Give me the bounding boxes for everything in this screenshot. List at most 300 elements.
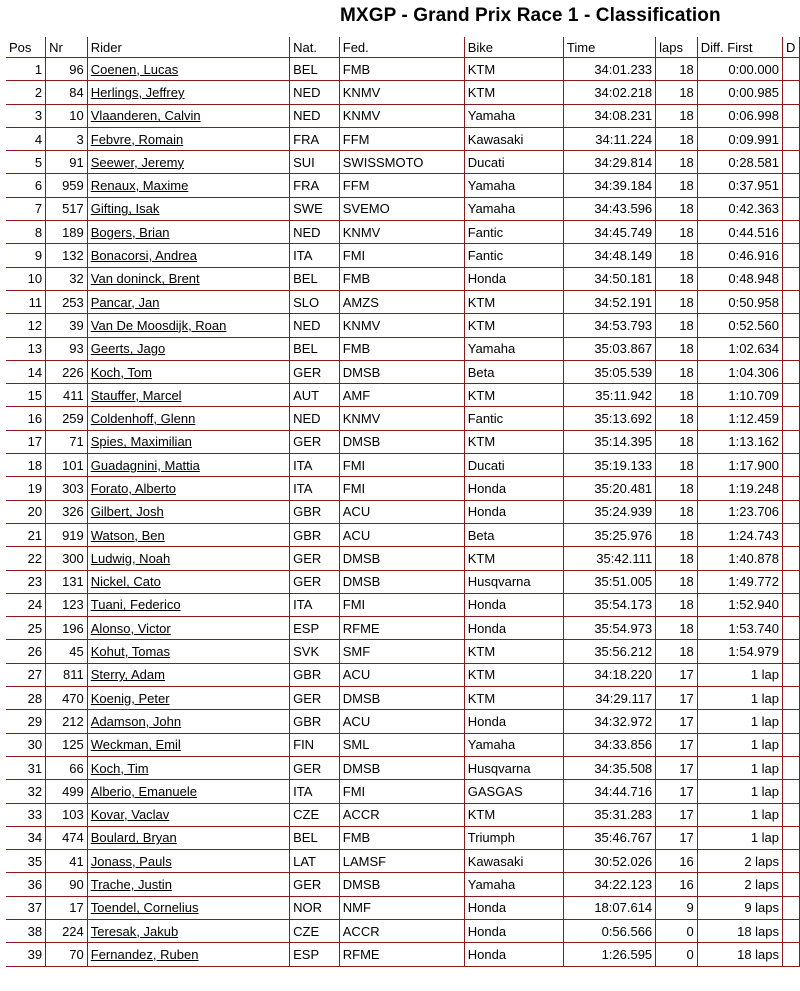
cell-diff-first: 1:54.979	[697, 640, 782, 663]
cell-bike: Ducati	[464, 151, 563, 174]
rider-link[interactable]: Herlings, Jeffrey	[90, 84, 185, 100]
page-title: MXGP - Grand Prix Race 1 - Classification	[340, 5, 721, 26]
cell-fed: KNMV	[339, 104, 464, 127]
cell-time: 35:13.692	[563, 407, 655, 430]
cell-pos: 23	[6, 570, 46, 593]
cell-nr: 10	[46, 104, 88, 127]
cell-fed: DMSB	[339, 360, 464, 383]
cell-extra	[783, 640, 800, 663]
cell-time: 35:51.005	[563, 570, 655, 593]
cell-fed: SMF	[339, 640, 464, 663]
cell-fed: ACU	[339, 500, 464, 523]
cell-bike: Husqvarna	[464, 756, 563, 779]
cell-bike: KTM	[464, 803, 563, 826]
cell-fed: LAMSF	[339, 850, 464, 873]
cell-nr: 131	[46, 570, 88, 593]
cell-bike: Yamaha	[464, 337, 563, 360]
cell-rider	[87, 523, 289, 546]
cell-rider	[87, 337, 289, 360]
header-nr: Nr	[46, 37, 88, 58]
cell-nat: BEL	[290, 826, 340, 849]
cell-extra	[783, 151, 800, 174]
cell-nat: ITA	[290, 477, 340, 500]
cell-bike: Triumph	[464, 826, 563, 849]
rider-link[interactable]: Gifting, Isak	[90, 201, 160, 217]
cell-time: 35:05.539	[563, 360, 655, 383]
cell-bike: KTM	[464, 314, 563, 337]
cell-extra	[783, 780, 800, 803]
cell-diff-first: 1:53.740	[697, 617, 782, 640]
cell-extra	[783, 570, 800, 593]
cell-nr: 196	[46, 617, 88, 640]
header-fed: Fed.	[339, 37, 464, 58]
cell-laps: 18	[656, 407, 698, 430]
rider-link[interactable]: Koenig, Peter	[90, 690, 170, 706]
cell-extra	[783, 873, 800, 896]
rider-link[interactable]: Febvre, Romain	[90, 131, 184, 147]
cell-extra	[783, 687, 800, 710]
cell-nat: ITA	[290, 593, 340, 616]
cell-fed: ACU	[339, 710, 464, 733]
table-row	[6, 943, 800, 966]
cell-fed: SWISSMOTO	[339, 151, 464, 174]
cell-laps: 18	[656, 500, 698, 523]
table-row	[6, 104, 800, 127]
cell-bike: Yamaha	[464, 733, 563, 756]
cell-fed: KNMV	[339, 407, 464, 430]
cell-rider	[87, 221, 289, 244]
rider-link[interactable]: Guadagnini, Mattia	[90, 457, 200, 473]
header-bike: Bike	[464, 37, 563, 58]
cell-nr: 66	[46, 756, 88, 779]
cell-laps: 18	[656, 81, 698, 104]
table-row	[6, 197, 800, 220]
cell-bike: Husqvarna	[464, 570, 563, 593]
cell-bike: KTM	[464, 384, 563, 407]
cell-rider	[87, 826, 289, 849]
rider-link[interactable]: Boulard, Bryan	[90, 830, 177, 846]
rider-link[interactable]: Watson, Ben	[90, 527, 165, 543]
rider-link[interactable]: Coldenhoff, Glenn	[90, 411, 196, 427]
cell-nat: NED	[290, 104, 340, 127]
cell-laps: 18	[656, 58, 698, 81]
cell-rider	[87, 850, 289, 873]
cell-laps: 18	[656, 104, 698, 127]
cell-nr: 411	[46, 384, 88, 407]
cell-laps: 16	[656, 873, 698, 896]
rider-link[interactable]: Koch, Tom	[90, 364, 152, 380]
cell-extra	[783, 314, 800, 337]
cell-diff-first: 1 lap	[697, 826, 782, 849]
cell-time: 35:56.212	[563, 640, 655, 663]
cell-rider	[87, 454, 289, 477]
cell-diff-first: 0:42.363	[697, 197, 782, 220]
cell-nat: NED	[290, 407, 340, 430]
cell-nr: 259	[46, 407, 88, 430]
cell-pos: 13	[6, 337, 46, 360]
cell-extra	[783, 500, 800, 523]
cell-diff-first: 1:10.709	[697, 384, 782, 407]
cell-nr: 224	[46, 919, 88, 942]
cell-extra	[783, 710, 800, 733]
rider-link[interactable]: Kohut, Tomas	[90, 644, 171, 660]
table-row	[6, 407, 800, 430]
cell-nr: 96	[46, 58, 88, 81]
cell-pos: 3	[6, 104, 46, 127]
cell-pos: 4	[6, 127, 46, 150]
rider-link[interactable]: Tuani, Federico	[90, 597, 181, 613]
cell-extra	[783, 617, 800, 640]
cell-time: 34:45.749	[563, 221, 655, 244]
cell-time: 34:52.191	[563, 290, 655, 313]
cell-nr: 90	[46, 873, 88, 896]
cell-bike: Kawasaki	[464, 127, 563, 150]
rider-link[interactable]: Koch, Tim	[90, 760, 149, 776]
rider-link[interactable]: Ludwig, Noah	[90, 550, 171, 566]
cell-nr: 517	[46, 197, 88, 220]
table-row	[6, 710, 800, 733]
table-row	[6, 127, 800, 150]
cell-pos: 25	[6, 617, 46, 640]
cell-time: 30:52.026	[563, 850, 655, 873]
cell-diff-first: 2 laps	[697, 850, 782, 873]
cell-extra	[783, 477, 800, 500]
cell-nat: ITA	[290, 454, 340, 477]
cell-bike: Honda	[464, 710, 563, 733]
cell-extra	[783, 850, 800, 873]
cell-diff-first: 0:00.985	[697, 81, 782, 104]
cell-fed: KNMV	[339, 314, 464, 337]
cell-extra	[783, 430, 800, 453]
cell-bike: KTM	[464, 663, 563, 686]
cell-laps: 17	[656, 756, 698, 779]
cell-diff-first: 1:40.878	[697, 547, 782, 570]
cell-nat: FIN	[290, 733, 340, 756]
cell-pos: 27	[6, 663, 46, 686]
cell-nat: GER	[290, 570, 340, 593]
table-row	[6, 244, 800, 267]
cell-nr: 84	[46, 81, 88, 104]
cell-nat: ITA	[290, 780, 340, 803]
cell-fed: ACU	[339, 663, 464, 686]
rider-link[interactable]: Bonacorsi, Andrea	[90, 248, 197, 264]
cell-pos: 6	[6, 174, 46, 197]
cell-nr: 17	[46, 896, 88, 919]
cell-pos: 36	[6, 873, 46, 896]
cell-fed: FMB	[339, 826, 464, 849]
table-row	[6, 58, 800, 81]
cell-extra	[783, 360, 800, 383]
cell-nr: 811	[46, 663, 88, 686]
table-row	[6, 593, 800, 616]
table-row	[6, 174, 800, 197]
cell-laps: 17	[656, 733, 698, 756]
cell-nat: NED	[290, 81, 340, 104]
cell-nr: 212	[46, 710, 88, 733]
cell-extra	[783, 523, 800, 546]
cell-nat: BEL	[290, 58, 340, 81]
cell-time: 1:26.595	[563, 943, 655, 966]
cell-laps: 17	[656, 803, 698, 826]
cell-bike: Honda	[464, 267, 563, 290]
cell-rider	[87, 803, 289, 826]
table-header-row	[6, 37, 800, 58]
cell-nr: 226	[46, 360, 88, 383]
rider-link[interactable]: Sterry, Adam	[90, 667, 165, 683]
cell-diff-first: 0:48.948	[697, 267, 782, 290]
cell-nat: GBR	[290, 523, 340, 546]
cell-diff-first: 18 laps	[697, 943, 782, 966]
rider-link[interactable]: Seewer, Jeremy	[90, 154, 184, 170]
cell-rider	[87, 756, 289, 779]
cell-nr: 41	[46, 850, 88, 873]
table-row	[6, 617, 800, 640]
cell-bike: Honda	[464, 477, 563, 500]
cell-bike: Beta	[464, 360, 563, 383]
cell-rider	[87, 710, 289, 733]
cell-time: 18:07.614	[563, 896, 655, 919]
cell-rider	[87, 244, 289, 267]
cell-time: 35:46.767	[563, 826, 655, 849]
cell-bike: GASGAS	[464, 780, 563, 803]
cell-nr: 919	[46, 523, 88, 546]
rider-link[interactable]: Alonso, Victor	[90, 620, 171, 636]
cell-time: 0:56.566	[563, 919, 655, 942]
cell-time: 34:01.233	[563, 58, 655, 81]
cell-time: 34:39.184	[563, 174, 655, 197]
cell-time: 34:48.149	[563, 244, 655, 267]
rider-link[interactable]: Spies, Maximilian	[90, 434, 192, 450]
cell-laps: 18	[656, 197, 698, 220]
cell-laps: 18	[656, 430, 698, 453]
cell-fed: SML	[339, 733, 464, 756]
header-diff-first: Diff. First	[697, 37, 782, 58]
classification-table	[6, 37, 800, 967]
cell-diff-first: 1 lap	[697, 663, 782, 686]
rider-link[interactable]: Bogers, Brian	[90, 224, 170, 240]
cell-rider	[87, 407, 289, 430]
cell-nat: GER	[290, 873, 340, 896]
cell-rider	[87, 58, 289, 81]
cell-nat: SLO	[290, 290, 340, 313]
rider-link[interactable]: Adamson, John	[90, 713, 182, 729]
cell-diff-first: 0:09.991	[697, 127, 782, 150]
rider-link[interactable]: Jonass, Pauls	[90, 853, 172, 869]
cell-diff-first: 1:23.706	[697, 500, 782, 523]
cell-laps: 18	[656, 617, 698, 640]
cell-nat: GBR	[290, 500, 340, 523]
cell-nat: ESP	[290, 943, 340, 966]
rider-link[interactable]: Teresak, Jakub	[90, 923, 179, 939]
cell-rider	[87, 617, 289, 640]
rider-link[interactable]: Weckman, Emil	[90, 737, 181, 753]
cell-pos: 38	[6, 919, 46, 942]
rider-link[interactable]: Alberio, Emanuele	[90, 783, 197, 799]
cell-extra	[783, 384, 800, 407]
cell-bike: KTM	[464, 547, 563, 570]
cell-laps: 18	[656, 151, 698, 174]
rider-link[interactable]: Van doninck, Brent	[90, 271, 200, 287]
cell-laps: 18	[656, 314, 698, 337]
cell-diff-first: 1:17.900	[697, 454, 782, 477]
cell-nr: 101	[46, 454, 88, 477]
cell-pos: 2	[6, 81, 46, 104]
cell-nat: ITA	[290, 244, 340, 267]
cell-extra	[783, 547, 800, 570]
cell-laps: 18	[656, 127, 698, 150]
cell-laps: 17	[656, 663, 698, 686]
table-row	[6, 314, 800, 337]
cell-nat: BEL	[290, 267, 340, 290]
cell-diff-first: 1 lap	[697, 756, 782, 779]
header-nat: Nat.	[290, 37, 340, 58]
cell-diff-first: 9 laps	[697, 896, 782, 919]
table-row	[6, 733, 800, 756]
cell-rider	[87, 687, 289, 710]
rider-link[interactable]: Geerts, Jago	[90, 341, 166, 357]
cell-pos: 26	[6, 640, 46, 663]
cell-pos: 16	[6, 407, 46, 430]
cell-nat: FRA	[290, 174, 340, 197]
cell-laps: 18	[656, 477, 698, 500]
cell-nr: 39	[46, 314, 88, 337]
cell-fed: RFME	[339, 943, 464, 966]
cell-fed: DMSB	[339, 430, 464, 453]
rider-link[interactable]: Vlaanderen, Calvin	[90, 108, 201, 124]
cell-fed: AMF	[339, 384, 464, 407]
cell-nat: NED	[290, 314, 340, 337]
cell-bike: KTM	[464, 58, 563, 81]
cell-laps: 18	[656, 570, 698, 593]
cell-laps: 16	[656, 850, 698, 873]
cell-pos: 21	[6, 523, 46, 546]
cell-pos: 18	[6, 454, 46, 477]
cell-fed: FFM	[339, 127, 464, 150]
cell-nat: SUI	[290, 151, 340, 174]
cell-nat: CZE	[290, 803, 340, 826]
cell-pos: 19	[6, 477, 46, 500]
table-row	[6, 267, 800, 290]
table-row	[6, 826, 800, 849]
rider-link[interactable]: Renaux, Maxime	[90, 178, 189, 194]
cell-diff-first: 18 laps	[697, 919, 782, 942]
rider-link[interactable]: Gilbert, Josh	[90, 504, 164, 520]
cell-laps: 18	[656, 360, 698, 383]
cell-pos: 30	[6, 733, 46, 756]
rider-link[interactable]: Fernandez, Ruben	[90, 946, 199, 962]
cell-time: 35:03.867	[563, 337, 655, 360]
cell-bike: KTM	[464, 687, 563, 710]
cell-laps: 18	[656, 593, 698, 616]
cell-extra	[783, 104, 800, 127]
cell-pos: 39	[6, 943, 46, 966]
table-row	[6, 756, 800, 779]
cell-fed: FMB	[339, 337, 464, 360]
cell-extra	[783, 267, 800, 290]
table-row	[6, 384, 800, 407]
cell-rider	[87, 943, 289, 966]
cell-extra	[783, 733, 800, 756]
cell-fed: FMI	[339, 780, 464, 803]
cell-time: 34:29.814	[563, 151, 655, 174]
cell-nat: BEL	[290, 337, 340, 360]
cell-rider	[87, 640, 289, 663]
cell-fed: DMSB	[339, 687, 464, 710]
rider-link[interactable]: Pancar, Jan	[90, 294, 160, 310]
rider-link[interactable]: Toendel, Cornelius	[90, 900, 199, 916]
cell-pos: 33	[6, 803, 46, 826]
cell-rider	[87, 896, 289, 919]
cell-nr: 71	[46, 430, 88, 453]
rider-link[interactable]: Van De Moosdijk, Roan	[90, 317, 227, 333]
cell-nat: LAT	[290, 850, 340, 873]
cell-rider	[87, 547, 289, 570]
cell-bike: Fantic	[464, 221, 563, 244]
cell-pos: 17	[6, 430, 46, 453]
cell-fed: FMI	[339, 454, 464, 477]
rider-link[interactable]: Stauffer, Marcel	[90, 387, 182, 403]
cell-nr: 959	[46, 174, 88, 197]
cell-nr: 91	[46, 151, 88, 174]
cell-bike: Honda	[464, 943, 563, 966]
cell-pos: 32	[6, 780, 46, 803]
cell-pos: 28	[6, 687, 46, 710]
cell-pos: 31	[6, 756, 46, 779]
cell-diff-first: 0:46.916	[697, 244, 782, 267]
cell-pos: 37	[6, 896, 46, 919]
cell-fed: KNMV	[339, 81, 464, 104]
cell-time: 34:50.181	[563, 267, 655, 290]
cell-fed: DMSB	[339, 756, 464, 779]
cell-time: 34:43.596	[563, 197, 655, 220]
cell-diff-first: 1:49.772	[697, 570, 782, 593]
cell-diff-first: 1 lap	[697, 780, 782, 803]
cell-bike: Fantic	[464, 244, 563, 267]
cell-extra	[783, 943, 800, 966]
table-row	[6, 780, 800, 803]
cell-time: 34:29.117	[563, 687, 655, 710]
cell-laps: 17	[656, 710, 698, 733]
cell-extra	[783, 803, 800, 826]
cell-nat: GBR	[290, 710, 340, 733]
cell-extra	[783, 337, 800, 360]
cell-time: 35:54.973	[563, 617, 655, 640]
cell-rider	[87, 780, 289, 803]
cell-rider	[87, 663, 289, 686]
cell-rider	[87, 104, 289, 127]
cell-laps: 18	[656, 221, 698, 244]
cell-bike: KTM	[464, 640, 563, 663]
cell-diff-first: 1:52.940	[697, 593, 782, 616]
table-row	[6, 500, 800, 523]
table-row	[6, 896, 800, 919]
cell-time: 35:11.942	[563, 384, 655, 407]
rider-link[interactable]: Kovar, Vaclav	[90, 807, 170, 823]
cell-diff-first: 1:04.306	[697, 360, 782, 383]
cell-laps: 0	[656, 919, 698, 942]
cell-fed: ACU	[339, 523, 464, 546]
cell-bike: Yamaha	[464, 174, 563, 197]
cell-pos: 1	[6, 58, 46, 81]
rider-link[interactable]: Forato, Alberto	[90, 480, 177, 496]
cell-extra	[783, 826, 800, 849]
cell-nat: GER	[290, 756, 340, 779]
rider-link[interactable]: Trache, Justin	[90, 877, 172, 893]
rider-link[interactable]: Coenen, Lucas	[90, 61, 179, 77]
cell-nat: GER	[290, 360, 340, 383]
cell-bike: Honda	[464, 593, 563, 616]
rider-link[interactable]: Nickel, Cato	[90, 574, 161, 590]
